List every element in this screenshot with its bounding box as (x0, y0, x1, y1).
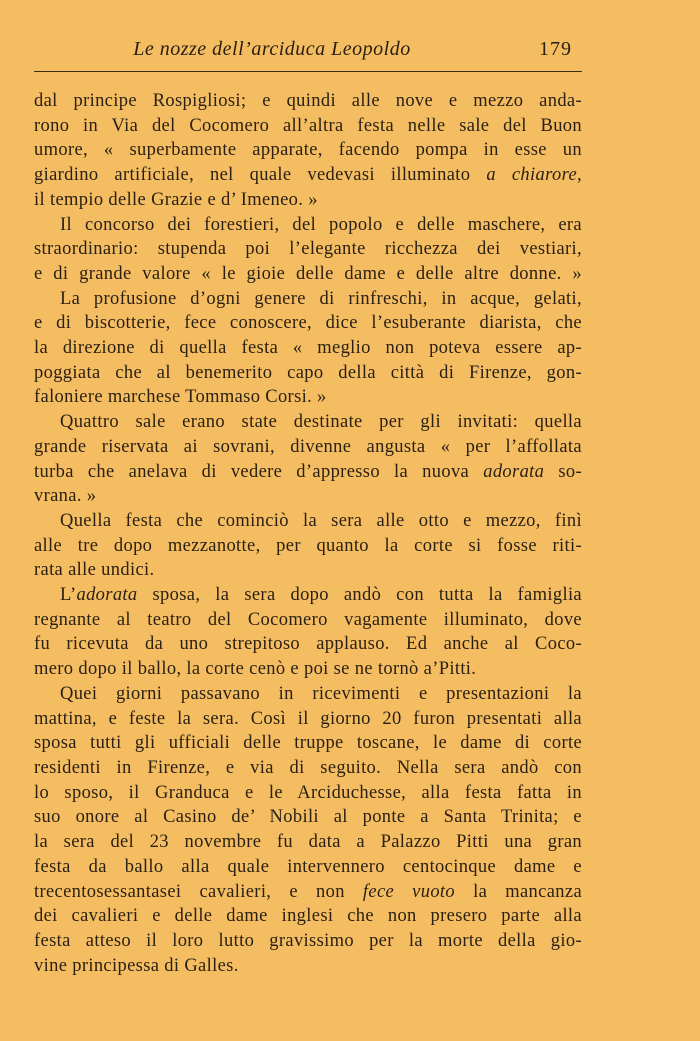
text-line: mero dopo il ballo, la corte cenò e poi se ne tornò a’Pitti. (34, 659, 477, 680)
text-line: regnante al teatro del Cocomero vagamente illuminato, dove (34, 609, 582, 630)
text-line: sposa tutti gli ufficiali delle truppe toscane, le dame di corte (34, 733, 582, 754)
text-line: L’adorata sposa, la sera dopo andò con tutta la famiglia (60, 585, 582, 606)
text-line: Quella festa che cominciò la sera alle otto e mezzo, finì (60, 510, 582, 531)
text-line: festa da ballo alla quale intervennero centocinque dame e (34, 856, 582, 877)
text-line: fu ricevuta da uno strepitoso applauso. Ed anche al Coco- (34, 634, 582, 655)
text-line: e di biscotterie, fece conoscere, dice l’esuberante diarista, che (34, 313, 582, 334)
italic-phrase: fece vuoto (362, 881, 456, 902)
text-line: residenti in Firenze, e via di seguito. Nella sera andò con (34, 757, 582, 778)
italic-phrase: adorata (483, 461, 545, 482)
text-line: rata alle undici. (34, 560, 155, 581)
text-line: La profusione d’ogni genere di rinfreschi, in acque, gelati, (60, 288, 582, 309)
text-line: la direzione di quella festa « meglio non poteva essere ap- (34, 338, 582, 359)
text-line: umore, « superbamente apparate, facendo pompa in esse un (34, 140, 582, 161)
text-line: turba che anelava di vedere d’appresso la nuova adorata so- (34, 461, 583, 482)
body-text (34, 89, 582, 978)
text-line: la sera del 23 novembre fu data a Palazzo Pitti una gran (34, 832, 582, 853)
text-line: festa atteso il loro lutto gravissimo per la morte della gio- (34, 930, 582, 951)
text-line: il tempio delle Grazie e d’ Imeneo. » (34, 189, 318, 210)
text-line: Quattro sale erano state destinate per gli invitati: quella (60, 412, 582, 433)
page-number: 179 (539, 38, 572, 60)
header-rule (34, 71, 582, 72)
text-line: straordinario: stupenda poi l’elegante ricchezza dei vestiari, (34, 239, 582, 260)
text-line: grande riservata ai sovrani, divenne angusta « per l’affollata (34, 436, 582, 457)
text-line: vrana. » (34, 486, 97, 507)
text-line: dei cavalieri e delle dame inglesi che non presero parte alla (34, 906, 582, 927)
text-line: alle tre dopo mezzanotte, per quanto la corte si fosse riti- (34, 535, 582, 556)
text-line: rono in Via del Cocomero all’altra festa nelle sale del Buon (34, 115, 582, 136)
text-line: Il concorso dei forestieri, del popolo e delle maschere, era (60, 214, 582, 235)
page-header (34, 38, 582, 68)
text-line: faloniere marchese Tommaso Corsi. » (34, 387, 327, 408)
text-line: Quei giorni passavano in ricevimenti e presentazioni la (60, 683, 582, 704)
text-line: trecentosessantasei cavalieri, e non fece vuoto la mancanza (34, 881, 583, 902)
text-line: suo onore al Casino de’ Nobili al ponte a Santa Trinita; e (34, 807, 582, 828)
text-line: lo sposo, il Granduca e le Arciduchesse, alla festa fatta in (34, 782, 582, 803)
running-title: Le nozze dell’arciduca Leopoldo (133, 38, 411, 60)
text-line: poggiata che al benemerito capo della città di Firenze, gon- (34, 362, 582, 383)
text-line: mattina, e feste la sera. Così il giorno 20 furon presentati alla (34, 708, 582, 729)
text-line: e di grande valore « le gioie delle dame e delle altre donne. » (34, 263, 582, 284)
text-line: vine principessa di Galles. (34, 955, 239, 976)
text-line: dal principe Rospigliosi; e quindi alle nove e mezzo anda- (34, 91, 582, 111)
italic-phrase: a chiarore, (486, 165, 582, 186)
text-line: giardino artificiale, nel quale vedevasi illuminato a chiarore, (34, 165, 582, 186)
italic-phrase: adorata (76, 585, 138, 606)
